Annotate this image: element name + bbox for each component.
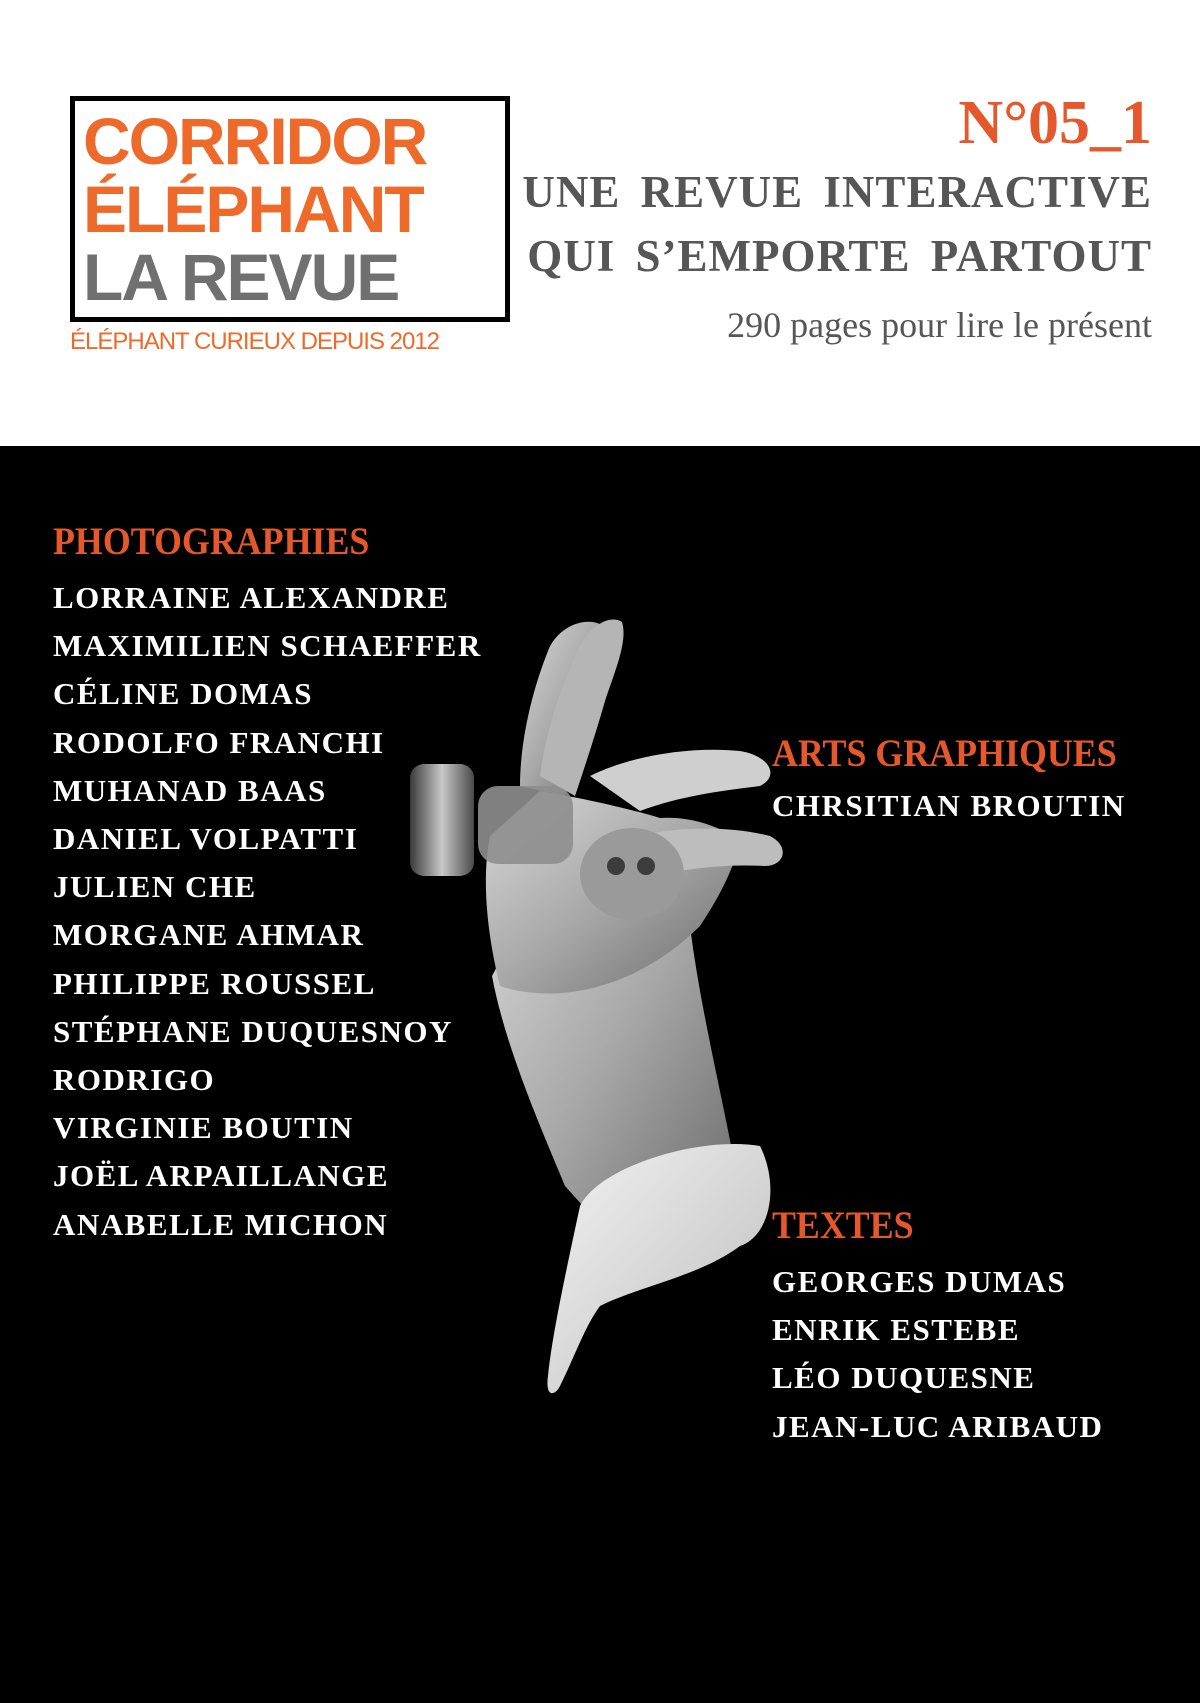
section-title-textes: TEXTES: [772, 1204, 914, 1247]
contributor-name: LORRAINE ALEXANDRE: [53, 580, 450, 615]
issue-block: [512, 88, 1152, 350]
tagline-line-2: QUI S’EMPORTE PARTOUT: [527, 231, 1152, 281]
contributor-name: ANABELLE MICHON: [53, 1206, 389, 1242]
logo-tagline: ÉLÉPHANT CURIEUX DEPUIS 2012: [70, 328, 440, 355]
contributor-name: GEORGES DUMAS: [772, 1264, 1067, 1299]
contributor-name: DANIEL VOLPATTI: [53, 821, 359, 857]
contributor-name: RODOLFO FRANCHI: [53, 724, 385, 760]
contributors-list-arts-graphiques: [772, 782, 1147, 830]
contributor-name: ENRIK ESTEBE: [772, 1312, 1021, 1348]
section-title-photographies: PHOTOGRAPHIES: [53, 520, 370, 563]
contributors-list-photographies: [53, 574, 482, 1249]
logo-line-la-revue: LA REVUE: [83, 240, 399, 314]
logo-line-elephant: ÉLÉPHANT: [83, 172, 423, 246]
contributor-name: LÉO DUQUESNE: [772, 1360, 1036, 1396]
contributor-name: STÉPHANE DUQUESNOY: [53, 1013, 453, 1049]
contributor-name: RODRIGO: [53, 1062, 216, 1098]
corridor-elephant-logo: [70, 96, 510, 356]
section-textes: [772, 1202, 1103, 1451]
logo-frame: [70, 96, 510, 322]
section-photographies: [53, 518, 482, 1249]
contributor-name: CÉLINE DOMAS: [53, 676, 314, 712]
contributors-list-textes: [772, 1258, 1103, 1451]
contributor-name: MAXIMILIEN SCHAEFFER: [53, 628, 482, 664]
section-title-arts-graphiques: ARTS GRAPHIQUES: [772, 732, 1117, 775]
tagline-line-1: UNE REVUE INTERACTIVE: [522, 167, 1152, 217]
finger-shape: [590, 750, 770, 811]
cover-header: [0, 0, 1200, 446]
cover-body: [0, 446, 1200, 1703]
contributor-name: PHILIPPE ROUSSEL: [53, 965, 376, 1001]
contributor-name: CHRSITIAN BROUTIN: [772, 788, 1126, 823]
issue-number: N°05_1: [958, 89, 1152, 157]
contributor-name: VIRGINIE BOUTIN: [53, 1110, 354, 1146]
skull-ring-shape: [580, 828, 684, 920]
contributor-name: JOËL ARPAILLANGE: [53, 1158, 390, 1194]
section-arts-graphiques: [772, 730, 1147, 830]
contributor-name: JULIEN CHE: [53, 869, 257, 905]
cover-subtitle: 290 pages pour lire le présent: [727, 305, 1152, 345]
logo-line-corridor: CORRIDOR: [83, 104, 427, 178]
contributor-name: MUHANAD BAAS: [53, 772, 327, 808]
contributor-name: MORGANE AHMAR: [53, 917, 365, 953]
contributor-name: JEAN-LUC ARIBAUD: [772, 1408, 1104, 1444]
